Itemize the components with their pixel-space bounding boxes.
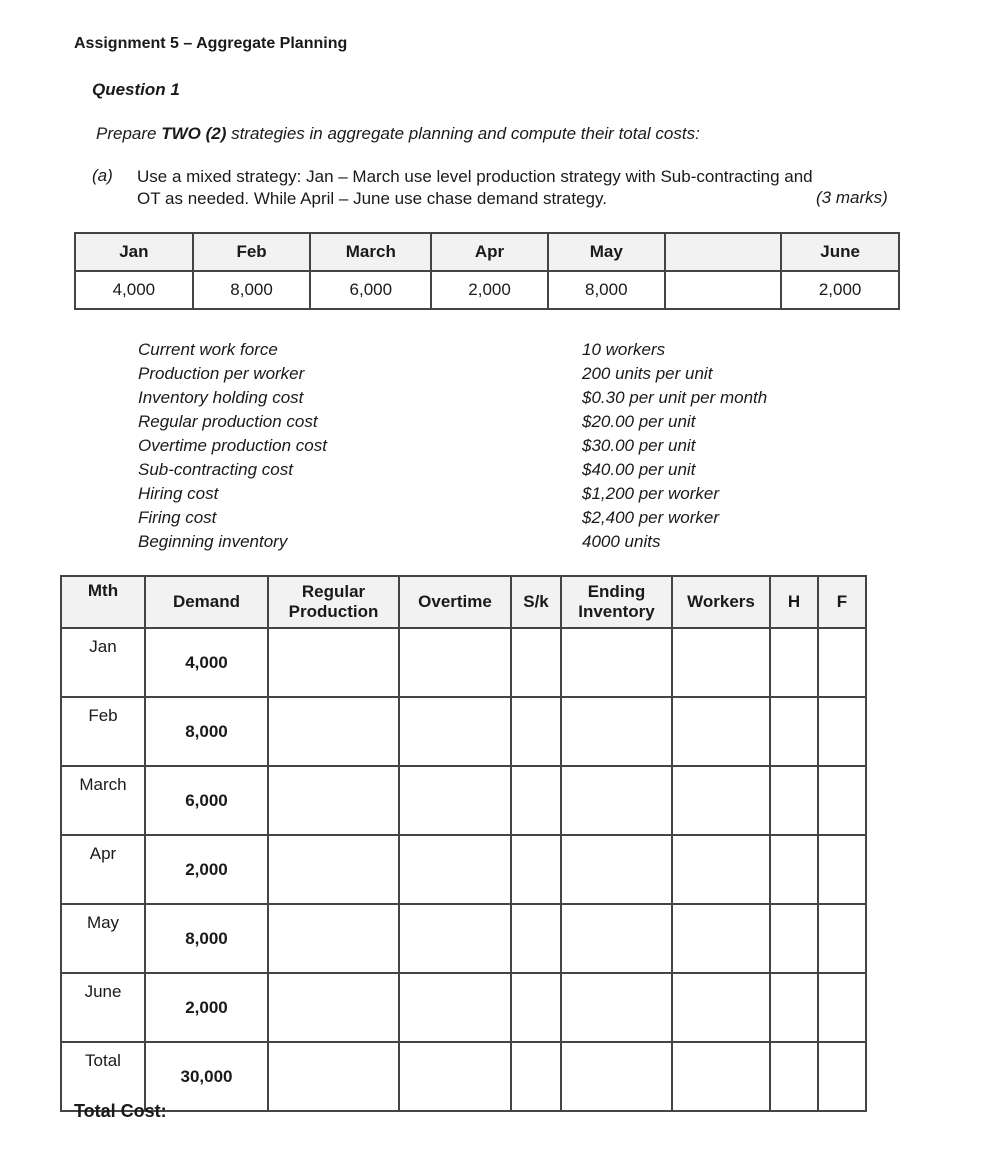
demand-value-cell: 4,000 [75,271,193,309]
empty-cell [561,697,672,766]
empty-cell [770,628,818,697]
empty-cell [561,766,672,835]
empty-cell [770,835,818,904]
plan-table [60,575,867,1112]
param-value: 4000 units [582,532,661,551]
demand-table [74,232,900,310]
row-month: March [61,766,145,835]
empty-cell [399,973,511,1042]
part-a-label: (a) [92,166,113,185]
empty-cell [511,628,561,697]
row-month: June [61,973,145,1042]
row-month: Feb [61,697,145,766]
demand-month-cell: Feb [193,233,311,271]
empty-cell [399,835,511,904]
header-ending-line1: Ending [587,582,646,601]
empty-cell [818,766,866,835]
empty-cell [268,904,399,973]
empty-cell [818,904,866,973]
table-row [61,973,866,1042]
row-month: May [61,904,145,973]
empty-cell [399,1042,511,1111]
part-a-marks: (3 marks) [816,188,888,207]
row-month: Apr [61,835,145,904]
empty-cell [561,1042,672,1111]
param-value: $30.00 per unit [582,436,696,455]
header-regular-line2: Production [288,602,379,621]
table-row [61,904,866,973]
empty-cell [818,1042,866,1111]
document-title: Assignment 5 – Aggregate Planning [74,35,348,52]
empty-cell [672,835,770,904]
param-value: $2,400 per worker [582,508,720,527]
empty-cell [399,628,511,697]
empty-cell [399,904,511,973]
empty-cell [511,766,561,835]
parameter-labels [138,338,327,554]
header-demand: Demand [145,576,268,628]
empty-cell [561,835,672,904]
empty-cell [511,835,561,904]
part-a-line2: OT as needed. While April – June use chase demand strategy. [137,189,607,208]
param-value: $1,200 per worker [582,484,720,503]
part-a-line1: Use a mixed strategy: Jan – March use level production strategy with Sub-contracting and [137,167,813,186]
empty-cell [268,697,399,766]
table-row [61,766,866,835]
demand-month-cell: March [310,233,431,271]
empty-cell [770,973,818,1042]
question-label: Question 1 [92,80,180,99]
header-fired: F [818,576,866,628]
empty-cell [770,766,818,835]
row-demand: 2,000 [145,973,268,1042]
row-demand: 2,000 [145,835,268,904]
empty-cell [672,766,770,835]
header-ending-inventory [561,576,672,628]
instruction-emphasis: TWO (2) [161,124,227,143]
row-demand: 8,000 [145,697,268,766]
demand-value-cell: 2,000 [431,271,548,309]
empty-cell [672,628,770,697]
instruction-text [96,124,700,144]
param-label: Inventory holding cost [138,388,304,407]
demand-table-value-row [75,271,899,309]
empty-cell [561,904,672,973]
instruction-suffix: strategies in aggregate planning and compute their total costs: [226,124,700,143]
demand-month-cell: Jan [75,233,193,271]
param-label: Current work force [138,340,278,359]
demand-value-cell: 2,000 [781,271,899,309]
row-demand: 4,000 [145,628,268,697]
param-label: Overtime production cost [138,436,327,455]
empty-cell [511,1042,561,1111]
empty-cell [672,1042,770,1111]
param-label: Beginning inventory [138,532,288,551]
instruction-prefix: Prepare [96,124,162,143]
row-demand: 30,000 [145,1042,268,1111]
param-label: Production per worker [138,364,305,383]
empty-cell [268,766,399,835]
row-month: Total [61,1042,145,1111]
param-label: Sub-contracting cost [138,460,293,479]
demand-value-cell: 8,000 [193,271,311,309]
row-demand: 8,000 [145,904,268,973]
table-row [61,835,866,904]
param-label: Regular production cost [138,412,318,431]
empty-cell [818,973,866,1042]
empty-cell [672,904,770,973]
empty-cell [770,1042,818,1111]
param-value: 200 units per unit [582,364,713,383]
header-overtime: Overtime [399,576,511,628]
header-regular-line1: Regular [301,582,366,601]
parameter-values [582,338,767,554]
header-subcontract: S/k [511,576,561,628]
demand-value-cell: 8,000 [548,271,665,309]
plan-table-header-row [61,576,866,628]
empty-cell [770,697,818,766]
row-month: Jan [61,628,145,697]
empty-cell [561,628,672,697]
table-row [61,628,866,697]
table-row [61,697,866,766]
header-mth: Mth [61,576,145,628]
demand-table-header-row [75,233,899,271]
empty-cell [511,697,561,766]
empty-cell [399,766,511,835]
demand-value-cell [665,271,782,309]
empty-cell [818,835,866,904]
empty-cell [399,697,511,766]
demand-month-cell [665,233,782,271]
param-value: $20.00 per unit [582,412,696,431]
param-label: Hiring cost [138,484,219,503]
param-value: 10 workers [582,340,666,359]
demand-value-cell: 6,000 [310,271,431,309]
empty-cell [818,628,866,697]
empty-cell [511,973,561,1042]
header-ending-line2: Inventory [578,602,655,621]
header-hired: H [770,576,818,628]
empty-cell [818,697,866,766]
header-workers: Workers [672,576,770,628]
total-cost-label: Total Cost: [74,1101,167,1121]
demand-month-cell: Apr [431,233,548,271]
row-demand: 6,000 [145,766,268,835]
demand-month-cell: May [548,233,665,271]
empty-cell [672,697,770,766]
param-value: $0.30 per unit per month [582,388,768,407]
param-value: $40.00 per unit [582,460,696,479]
empty-cell [268,835,399,904]
empty-cell [561,973,672,1042]
empty-cell [268,628,399,697]
empty-cell [268,1042,399,1111]
part-a-text [137,166,902,210]
header-regular-production [268,576,399,628]
empty-cell [268,973,399,1042]
empty-cell [770,904,818,973]
empty-cell [672,973,770,1042]
table-row-total [61,1042,866,1111]
demand-month-cell: June [781,233,899,271]
param-label: Firing cost [138,508,217,527]
empty-cell [511,904,561,973]
